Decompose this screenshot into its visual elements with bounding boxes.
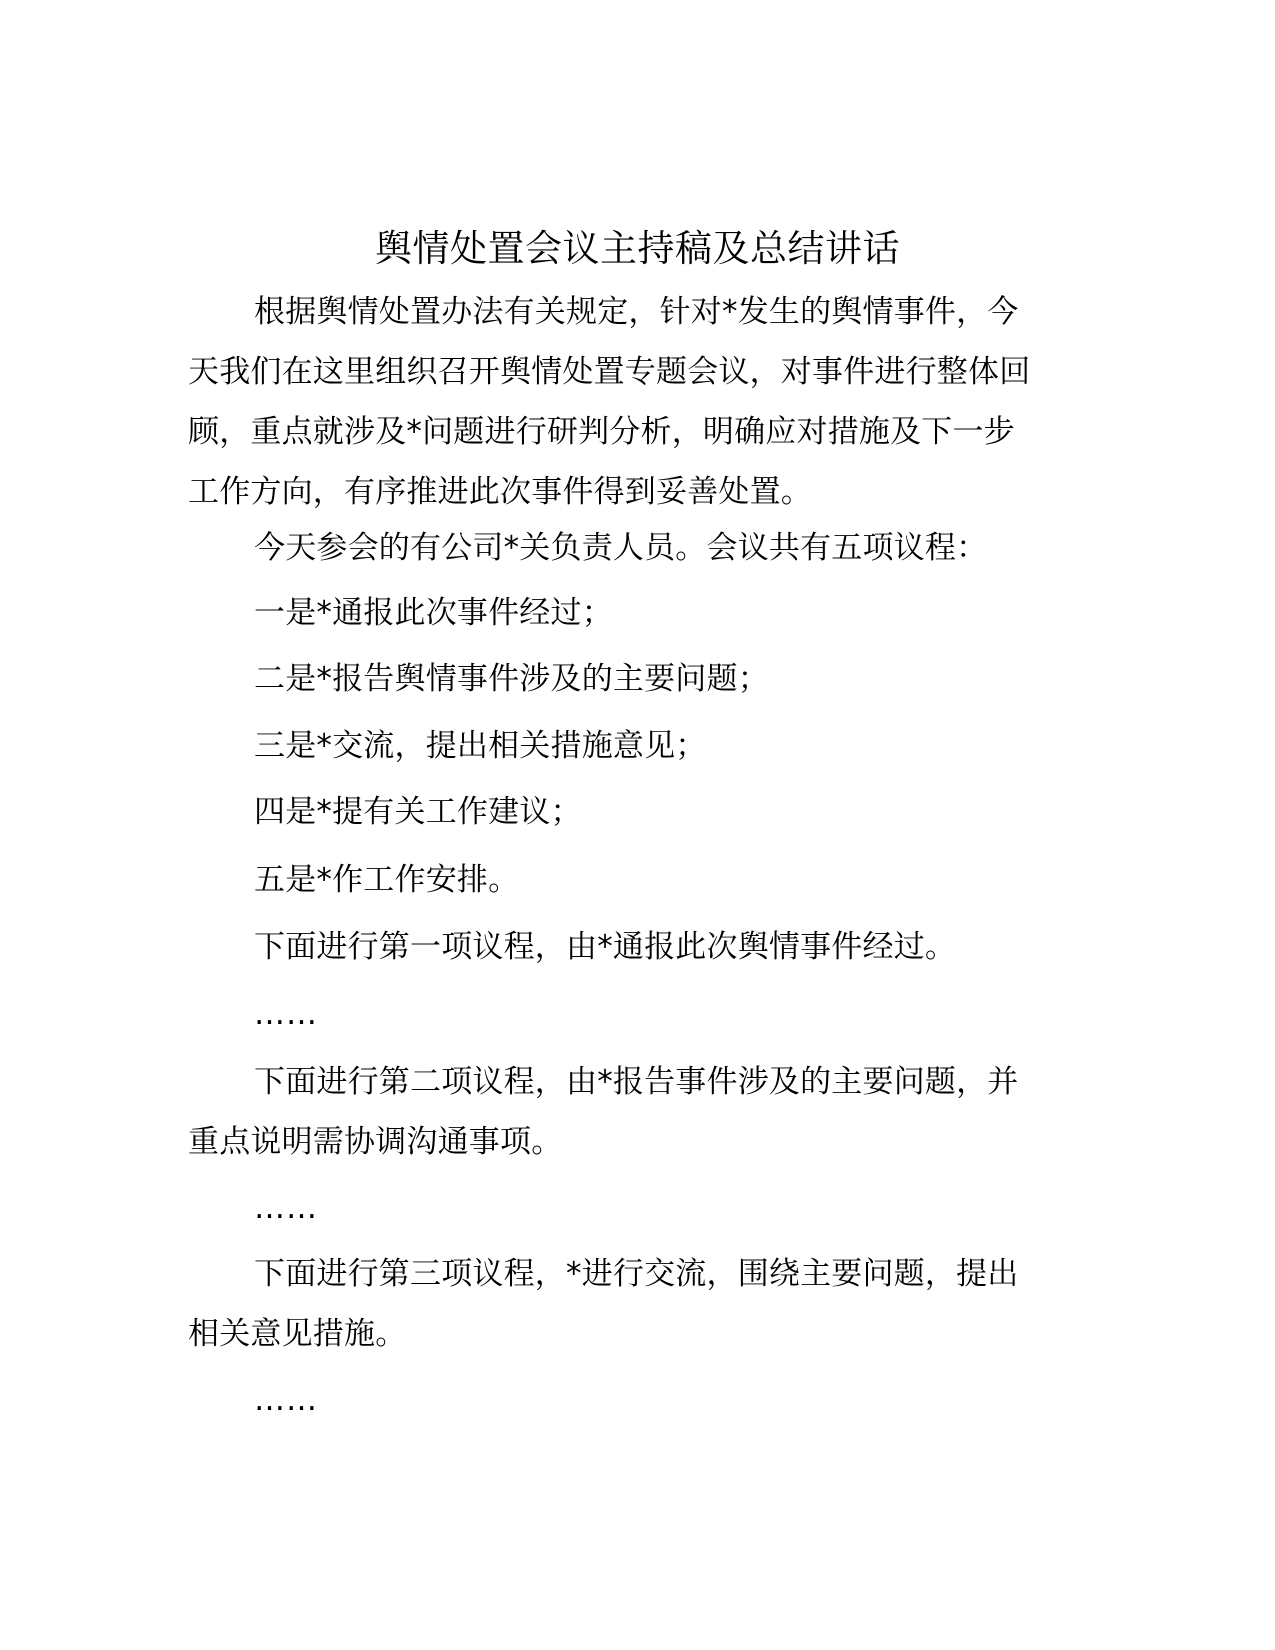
agenda-item-3: 三是*交流，提出相关措施意见；	[254, 728, 707, 764]
step2-paragraph	[188, 1052, 1093, 1172]
intro-line-1: 根据舆情处置办法有关规定，针对*发生的舆情事件，今	[254, 294, 1019, 330]
attendees-paragraph: 今天参会的有公司*关负责人员。会议共有五项议程：	[254, 530, 988, 566]
step2-line-2: 重点说明需协调沟通事项。	[188, 1124, 563, 1160]
intro-line-2: 天我们在这里组织召开舆情处置专题会议，对事件进行整体回	[188, 354, 1031, 390]
step3-paragraph	[188, 1244, 1093, 1364]
agenda-item-5: 五是*作工作安排。	[254, 862, 520, 898]
ellipsis-1: ……	[254, 996, 318, 1032]
step1-paragraph: 下面进行第一项议程，由*通报此次舆情事件经过。	[254, 929, 957, 965]
document-title: 舆情处置会议主持稿及总结讲话	[375, 227, 900, 270]
agenda-item-2: 二是*报告舆情事件涉及的主要问题；	[254, 661, 769, 697]
step3-line-1: 下面进行第三项议程，*进行交流，围绕主要问题，提出	[254, 1256, 1019, 1292]
intro-line-3: 顾，重点就涉及*问题进行研判分析，明确应对措施及下一步	[188, 414, 1015, 450]
step3-line-2: 相关意见措施。	[188, 1316, 407, 1352]
step2-line-1: 下面进行第二项议程，由*报告事件涉及的主要问题，并	[254, 1064, 1019, 1100]
intro-paragraph	[188, 282, 1093, 522]
ellipsis-3: ……	[254, 1382, 318, 1418]
agenda-item-4: 四是*提有关工作建议；	[254, 794, 582, 830]
ellipsis-2: ……	[254, 1190, 318, 1226]
agenda-item-1: 一是*通报此次事件经过；	[254, 595, 613, 631]
intro-line-4: 工作方向，有序推进此次事件得到妥善处置。	[188, 474, 812, 510]
